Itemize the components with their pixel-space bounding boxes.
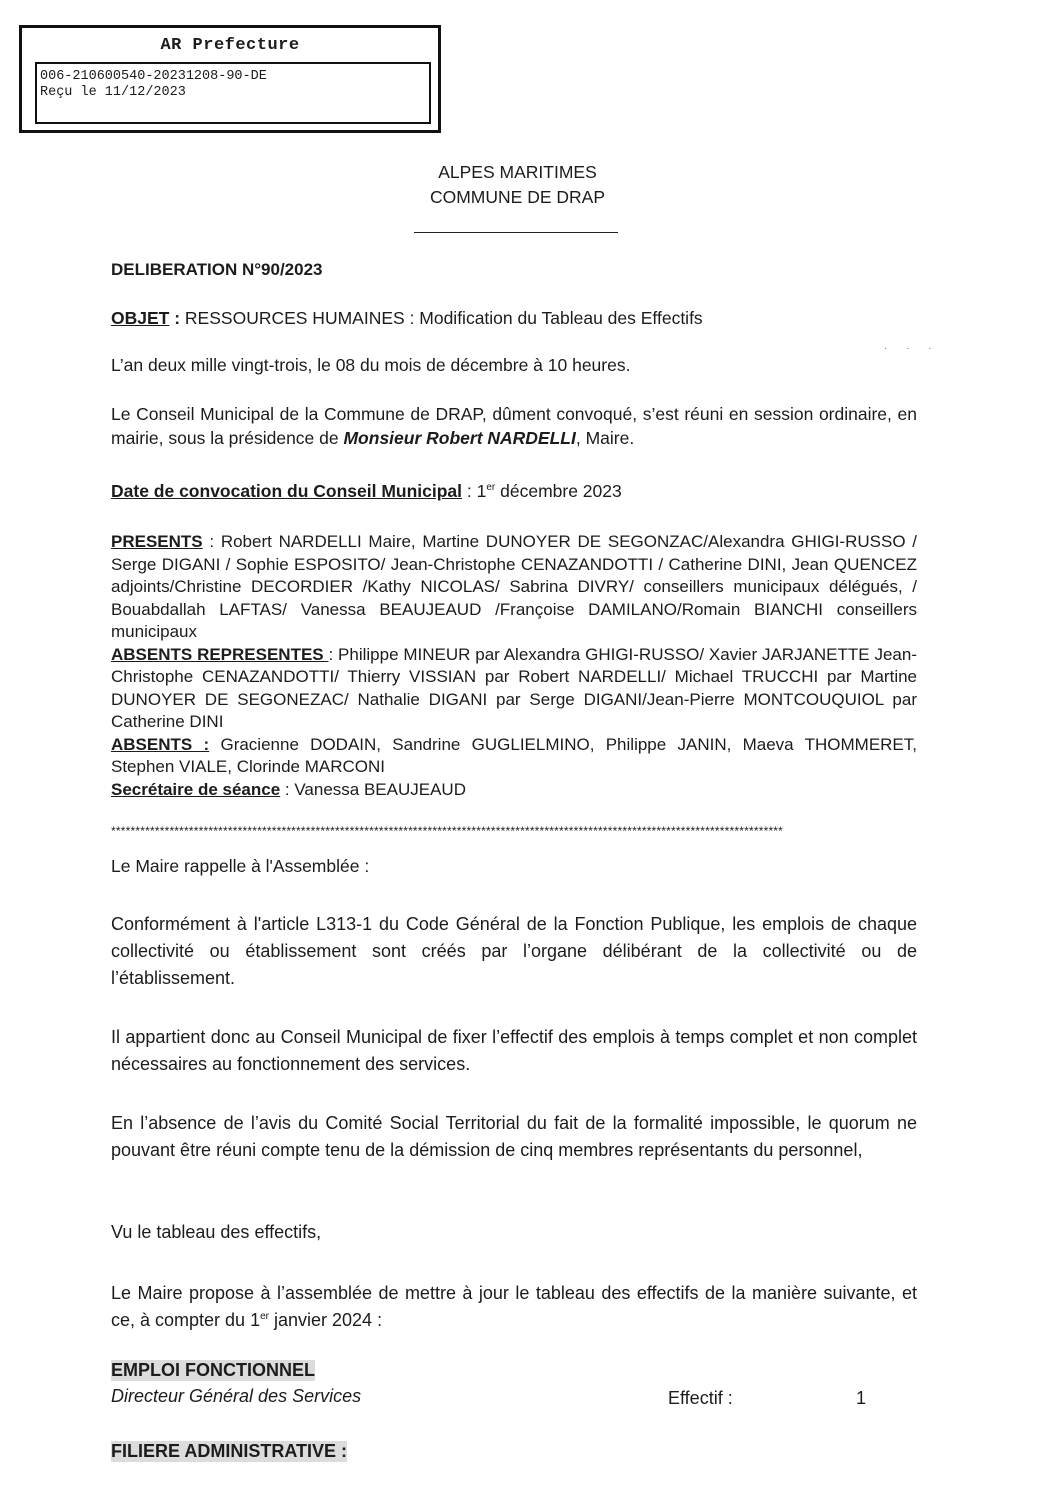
proposal-text-1: Le Maire propose à l’assemblée de mettre à jour le tableau des effectifs de la manière suivante, et ce, à compter du 1: [111, 1283, 917, 1330]
represented-label: ABSENTS REPRESENTES: [111, 644, 329, 664]
conseil-paragraph: [111, 402, 917, 450]
absents-paragraph: [111, 734, 917, 779]
secretary-paragraph: [111, 779, 917, 802]
proposal-text-2: janvier 2024 :: [269, 1310, 383, 1330]
effectif-value: 1: [856, 1388, 867, 1408]
stamp-reference-box: [35, 62, 431, 124]
ar-prefecture-stamp: [19, 25, 441, 133]
paragraph-conseil: Il appartient donc au Conseil Municipal de fixer l’effectif des emplois à temps complet et non complet nécessaires au fonctionnement des services.: [111, 1027, 917, 1074]
convocation-label: Date de convocation du Conseil Municipal: [111, 481, 463, 501]
deliberation-number: DELIBERATION N°90/2023: [111, 260, 323, 279]
presents-text: : Robert NARDELLI Maire, Martine DUNOYER DE SEGONZAC/Alexandra GHIGI-RUSSO / Serge DIGANI / Sophie ESPOSITO/ Jean-Christophe CENAZANDOTTI / Catherine DINI, Jean QUENCEZ adjoints/Christine DECORDIER /Kathy NICOLAS/ Sabrina DIVRY/ conseillers municipaux délégués, / Bouabdallah LAFTAS/ Vanessa BEAUJEAUD /Françoise DAMILANO/Romain BIANCHI conseillers municipaux: [111, 532, 917, 641]
header-divider: [414, 232, 618, 233]
paragraph-proposal: [111, 1280, 917, 1334]
emploi-job-title: Directeur Général des Services: [111, 1386, 362, 1406]
effectif-label: Effectif :: [668, 1388, 733, 1408]
convocation-line: [111, 481, 622, 502]
asterisk-separator: ******************************************************************************************************************************************: [111, 824, 784, 838]
objet-label: OBJET: [111, 308, 170, 328]
presents-paragraph: [111, 531, 917, 644]
commune-name: COMMUNE DE DRAP: [429, 187, 605, 207]
paragraph-vu: Vu le tableau des effectifs,: [111, 1222, 322, 1242]
paragraph-comite: En l’absence de l’avis du Comité Social Territorial du fait de la formalité impossible, le quorum ne pouvant être réuni compte tenu de la démission de cinq membres représentants du personnel,: [111, 1113, 917, 1160]
objet-sep: :: [169, 308, 185, 328]
attendance-block: [111, 531, 917, 801]
stamp-received-date: Reçu le 11/12/2023: [40, 85, 186, 100]
absents-text: Gracienne DODAIN, Sandrine GUGLIELMINO, Philippe JANIN, Maeva THOMMERET, Stephen VIALE, Clorinde MARCONI: [111, 734, 917, 776]
stamp-title: AR Prefecture: [160, 36, 300, 55]
objet-line: [111, 308, 703, 329]
meeting-date: L’an deux mille vingt-trois, le 08 du mois de décembre à 10 heures.: [111, 355, 631, 375]
stamp-reference-number: 006-210600540-20231208-90-DE: [40, 69, 267, 84]
department-name: ALPES MARITIMES: [438, 162, 597, 182]
objet-category: RESSOURCES HUMAINES :: [184, 308, 415, 328]
scan-marks: · · ·: [884, 343, 940, 354]
represented-text: : Philippe MINEUR par Alexandra GHIGI-RUSSO/ Xavier JARJANETTE Jean-Christophe CENAZANDOTTI/ Thierry VISSIAN par Robert NARDELLI/ Michael TRUCCHI par Martine DUNOYER DE SEGONEZAC/ Nathalie DIGANI par Serge DIGANI/Jean-Pierre MONTCOUQUIOL par Catherine DINI: [111, 644, 917, 731]
presents-label: PRESENTS: [111, 532, 203, 551]
filiere-heading: FILIERE ADMINISTRATIVE :: [111, 1441, 347, 1461]
paragraph-article: Conformément à l'article L313-1 du Code Général de la Fonction Publique, les emplois de chaque collectivité ou établissement sont créés par l’organe délibérant de la collectivité ou de l’établissement.: [111, 914, 917, 988]
convocation-date: décembre 2023: [495, 481, 622, 501]
secretary-text: : Vanessa BEAUJEAUD: [280, 779, 466, 799]
represented-paragraph: [111, 644, 917, 734]
secretary-label: Secrétaire de séance: [111, 779, 281, 799]
convocation-sep: : 1: [462, 481, 487, 501]
proposal-sup: er: [260, 1311, 269, 1322]
conseil-text-2: , Maire.: [575, 428, 635, 448]
emploi-heading: EMPLOI FONCTIONNEL: [111, 1360, 315, 1380]
absents-label: ABSENTS :: [111, 734, 210, 754]
objet-text: Modification du Tableau des Effectifs: [414, 308, 703, 328]
convocation-sup: er: [486, 482, 496, 494]
conseil-president: Monsieur Robert NARDELLI: [343, 428, 576, 448]
rappel-line: Le Maire rappelle à l'Assemblée :: [111, 856, 370, 876]
conseil-text-1: Le Conseil Municipal de la Commune de DRAP, dûment convoqué, s’est réuni en session ordinaire, en mairie, sous la présidence de: [111, 404, 917, 448]
